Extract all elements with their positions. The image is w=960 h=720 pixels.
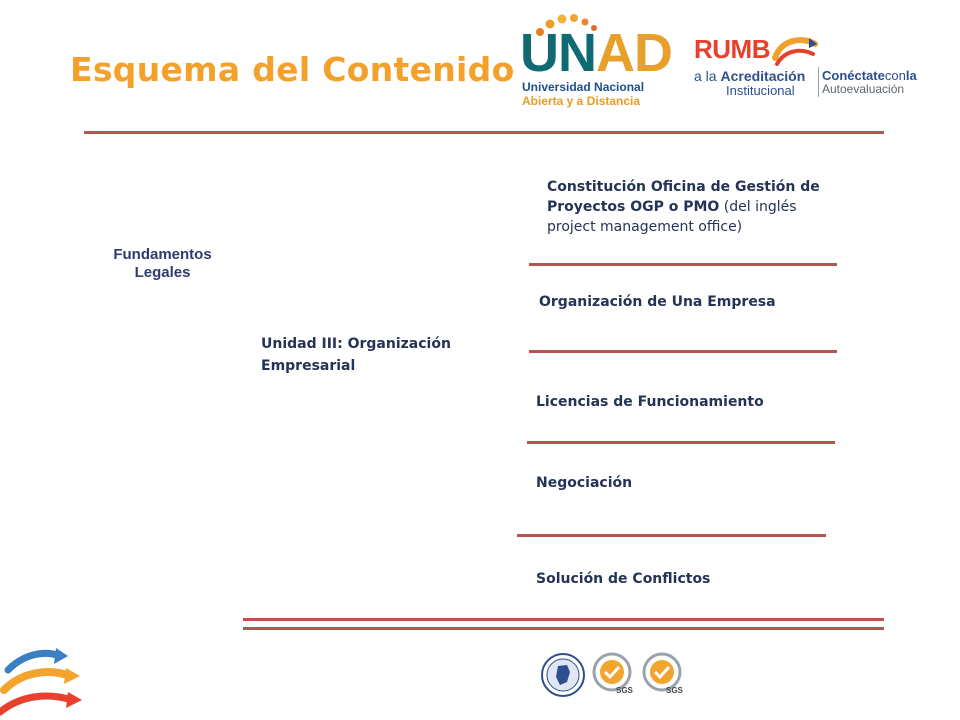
rumbo-logo-line1: a la Acreditación — [694, 68, 806, 84]
fundamentos-legales-label: Fundamentos Legales — [113, 246, 212, 281]
divider-6 — [243, 627, 884, 630]
sgs-label-1: SGS — [616, 686, 633, 695]
rumbo-swirl-icon — [771, 36, 819, 66]
page-title: Esquema del Contenido — [70, 50, 515, 89]
content-item-organizacion: Organización de Una Empresa — [539, 294, 776, 310]
unad-logo — [520, 14, 672, 114]
divider-3 — [527, 441, 835, 444]
content-item-licencias: Licencias de Funcionamiento — [536, 394, 764, 410]
rumbo-logo — [694, 36, 934, 106]
unit-label: Unidad III: Organización Empresarial — [261, 336, 451, 374]
header-divider — [84, 131, 884, 134]
rumbo-logo-wordmark: RUMB — [694, 34, 770, 64]
certification-seals — [540, 652, 690, 702]
rumbo-logo-divider — [818, 67, 819, 97]
content-item-ogp: Constitución Oficina de Gestión de Proyectos OGP o PMO (del inglés project management office) — [547, 179, 820, 235]
unad-logo-wordmark: UNAD — [520, 23, 672, 83]
content-item-negociacion: Negociación — [536, 475, 633, 491]
divider-1 — [529, 263, 837, 266]
content-item-conflictos: Solución de Conflictos — [536, 571, 711, 587]
arrow-decoration-icon — [0, 640, 90, 720]
unad-logo-line1: Universidad Nacional — [522, 80, 645, 94]
unad-logo-line2: Abierta y a Distancia — [522, 94, 641, 108]
rumbo-logo-line2: Institucional — [726, 83, 795, 98]
divider-2 — [529, 350, 837, 353]
colombia-seal-icon — [540, 652, 586, 698]
divider-5 — [243, 618, 884, 621]
divider-4 — [517, 534, 826, 537]
sgs-label-2: SGS — [666, 686, 683, 695]
rumbo-logo-cta: Conéctateconla — [822, 68, 917, 83]
rumbo-logo-cta-line2: Autoevaluación — [822, 82, 905, 96]
